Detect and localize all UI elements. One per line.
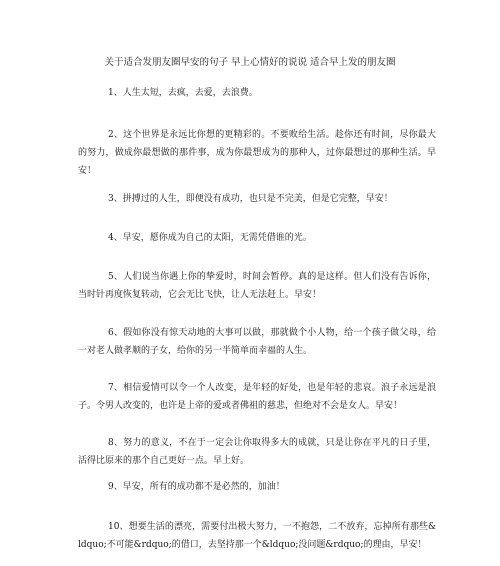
- paragraph-9: 9、早安，所有的成功都不是必然的，加油！: [108, 482, 285, 492]
- paragraph-6: 6、假如你没有惊天动地的大事可以做，那就做个小人物，给一个孩子做父母，给一对老人做孝顺的子女，给你的另一半简单而幸福的人生。: [78, 328, 436, 356]
- paragraph-8: 8、努力的意义，不在于一定会让你取得多大的成就，只是让你在平凡的日子里，活得比原来的那个自己更好一点。早上好。: [78, 438, 436, 466]
- paragraph-4: 4、早安，愿你成为自己的太阳，无需凭借谁的光。: [108, 233, 312, 243]
- paragraph-7: 7、相信爱情可以令一个人改变，是年轻的好处，也是年轻的悲哀。浪子永远是浪子。令男人改变的，也许是上帝的爱或者佛祖的慈悲，但绝对不会是女人。早安！: [78, 383, 436, 411]
- paragraph-2: 2、这个世界是永远比你想的更精彩的。不要败给生活。趁你还有时间，尽你最大的努力，做成你最想做的那件事，成为你最想成为的那种人，过你最想过的那种生活。早安！: [78, 130, 436, 176]
- document-title: 关于适合发朋友圈早安的句子 早上心情好的说说 适合早上发的朋友圈: [104, 57, 396, 68]
- paragraph-1: 1、人生太短，去疯，去爱，去浪费。: [108, 88, 258, 98]
- paragraph-5: 5、人们说当你遇上你的挚爱时，时间会暂停。真的是这样。但人们没有告诉你，当时针再度恢复转动，它会无比飞快，让人无法赶上。早安！: [78, 272, 436, 300]
- paragraph-10: 10、想要生活的漂亮，需要付出极大努力，一不抱怨，二不放弃，忘掉所有那些&ldquo;不可能&rdquo;的借口，去坚持那一个&ldquo;没问题&rdquo;的理由，早安！: [78, 522, 436, 550]
- paragraph-3: 3、拼搏过的人生，即便没有成功，也只是不完美，但是它完整，早安！: [108, 194, 393, 204]
